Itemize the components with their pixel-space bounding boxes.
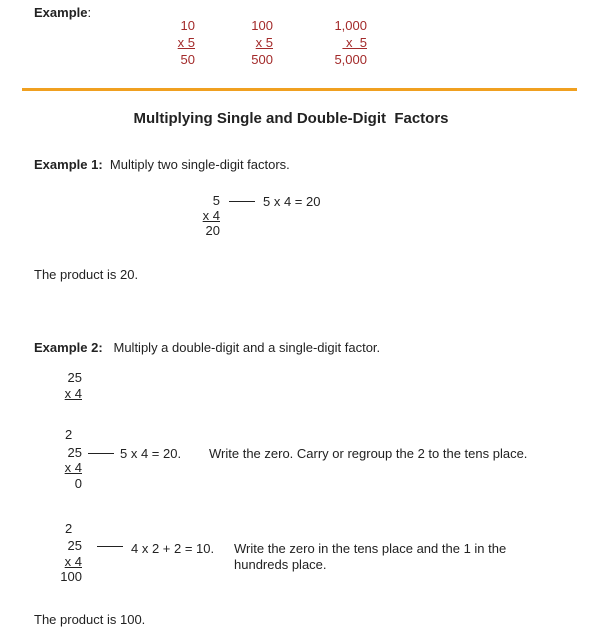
step1-eq: 5 x 4 = 20. [120, 446, 182, 461]
step1-result: 0 [74, 476, 82, 491]
intro-col2-top: 100 [251, 18, 273, 33]
example2-product: The product is 100. [34, 612, 146, 627]
step2-result: 100 [60, 569, 82, 584]
intro-col2-result: 500 [251, 52, 273, 67]
step2-note-line2: hundreds place. [234, 557, 327, 572]
intro-col1-result: 50 [180, 52, 195, 67]
example1-product: The product is 20. [34, 267, 139, 282]
example1-text: Multiply two single-digit factors. [109, 157, 290, 172]
example1-mult: x 4 [202, 208, 220, 223]
step1-carry: 2 [65, 427, 73, 442]
step2-top: 25 [67, 538, 82, 553]
step2-mult: x 4 [64, 554, 82, 569]
example2-heading: Example 2: [34, 340, 103, 355]
intro-col3-top: 1,000 [334, 18, 367, 33]
intro-label: Example: [34, 5, 92, 20]
example1-note: 5 x 4 = 20 [263, 194, 321, 209]
step0-mult: x 4 [64, 386, 82, 401]
example1-top: 5 [212, 193, 220, 208]
step2-carry: 2 [65, 521, 73, 536]
example1-result: 20 [205, 223, 220, 238]
example1-line [34, 157, 290, 172]
step1-note: Write the zero. Carry or regroup the 2 to the tens place. [209, 446, 528, 461]
intro-col1-top: 10 [180, 18, 195, 33]
section-divider [22, 88, 577, 91]
example2-line [34, 340, 380, 355]
step0-top: 25 [67, 370, 82, 385]
intro-col3-result: 5,000 [334, 52, 367, 67]
example2-text: Multiply a double-digit and a single-digit factor. [113, 340, 381, 355]
page-title: Multiplying Single and Double-Digit Factors [133, 110, 449, 127]
step2-eq: 4 x 2 + 2 = 10. [131, 541, 215, 556]
intro-col3-mult: x 5 [342, 35, 367, 50]
example1-heading: Example 1: [34, 157, 103, 172]
step2-note-line1: Write the zero in the tens place and the 1 in the [234, 541, 507, 556]
intro-col1-mult: x 5 [177, 35, 195, 50]
example1-connector [229, 201, 255, 202]
step1-connector [88, 453, 114, 454]
step1-top: 25 [67, 445, 82, 460]
step1-mult: x 4 [64, 460, 82, 475]
intro-col2-mult: x 5 [255, 35, 273, 50]
step2-connector [97, 546, 123, 547]
